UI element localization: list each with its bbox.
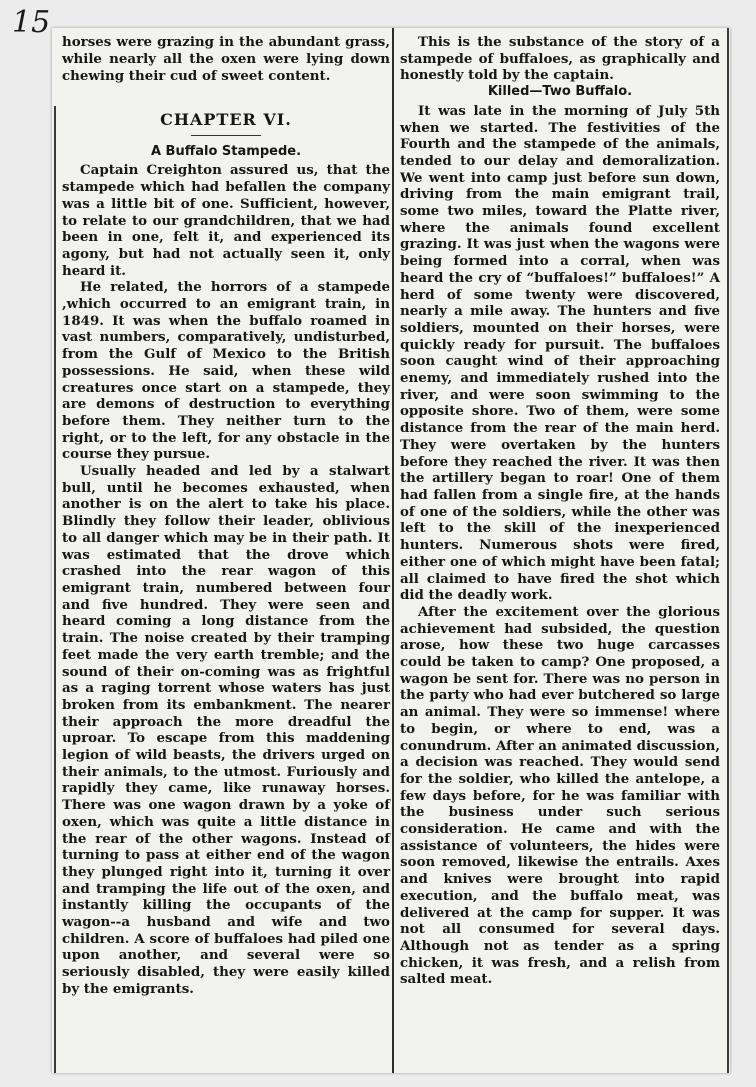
left-column-rule <box>54 106 56 1073</box>
top-fragment-text: horses were grazing in the abundant grass, while nearly all the oxen were lying down chewing their cud of sweet content. <box>62 34 390 84</box>
paragraph: After the excitement over the glorious achievement had subsided, the question arose, how these two huge carcasses could be taken to camp? One proposed, a wagon be sent for. There was no person in the party who had ever butchered so large an animal. They were so immense! where to begin, or where to end, was a conundrum. After an animated discussion, a decision was reached. They would send for the soldier, who killed the antelope, a few days before, for he was familiar with the business under such serious consideration. He came and with the assistance of volunteers, the hides were soon removed, likewise the entrails. Axes and knives were brought into rapid execution, and the buffalo meat, was delivered at the camp for supper. It was not all consumed for several days. Although not as tender as a spring chicken, it was fresh, and a relish from salted meat. <box>400 603 720 988</box>
right-column <box>400 34 720 988</box>
section-title: Killed—Two Buffalo. <box>487 84 633 100</box>
chapter-title: A Buffalo Stampede. <box>150 143 302 159</box>
intro-paragraph: This is the substance of the story of a stampede of buffaloes, as graphically and honestly told by the captain. <box>400 34 720 84</box>
chapter-rule <box>191 135 261 136</box>
paragraph: It was late in the morning of July 5th when we started. The festivities of the Fourth and the stampede of the animals, tended to our delay and demoralization. We went into camp just before sun down, driving from the main emigrant trail, some two miles, toward the Platte river, where the animals found excellent grazing. It was just when the wagons were being formed into a corral, when was heard the cry of “buffaloes!” buffaloes!” A herd of some twenty were discovered, nearly a mile away. The hunters and five soldiers, mounted on their horses, were quickly ready for pursuit. The buffaloes soon caught wind of their approaching enemy, and immediately rushed into the river, and were soon swimming to the opposite shore. Two of them, were some distance from the rear of the main herd. They were overtaken by the hunters before they reached the river. It was then the artillery began to roar! One of them had fallen from a single fire, at the hands of one of the soldiers, while the other was left to the skill of the inexperienced hunters. Numerous shots were fired, either one of which might have been fatal; all claimed to have fired the shot which did the deadly work. <box>400 102 720 604</box>
paragraph: Captain Creighton assured us, that the stampede which had befallen the company was a little bit of one. Sufficient, however, to relate to our grandchildren, that we had been in one, felt it, and experienced its agony, but had not actually seen it, only heard it. <box>62 162 390 279</box>
right-column-rule <box>727 28 729 1073</box>
column-divider <box>392 28 394 1073</box>
page-number: 15 <box>12 5 51 40</box>
left-column-top-fragment <box>62 34 390 84</box>
left-column <box>62 108 390 998</box>
paragraph: Usually headed and led by a stalwart bull, until he becomes exhausted, when another is on the alert to take his place. Blindly they follow their leader, oblivious to all danger which may be in their path. It was estimated that the drove which crashed into the rear wagon of this emigrant train, numbered between four and five hundred. They were seen and heard coming a long distance from the train. The noise created by their tramping feet made the very earth tremble; and the sound of their on-coming was as frightful as a raging torrent whose waters has just broken from its embankment. The nearer their approach the more dreadful the uproar. To escape from this maddening legion of wild beasts, the drivers urged on their animals, to the utmost. Furiously and rapidly they came, like runaway horses. There was one wagon drawn by a yoke of oxen, which was quite a little distance in the rear of the other wagons. Instead of turning to pass at either end of the wagon they plunged right into it, turning it over and tramping the life out of the oxen, and instantly killing the occupants of the wagon--a husband and wife and two children. A score of buffaloes had piled one upon another, and several were so seriously disabled, they were easily killed by the emigrants. <box>62 463 390 997</box>
paragraph: He related, the horrors of a stampede ,which occurred to an emigrant train, in 1849. It was when the buffalo roamed in vast numbers, comparatively, undisturbed, from the Gulf of Mexico to the British possessions. He said, when these wild creatures once start on a stampede, they are demons of destruction to everything before them. They neither turn to the right, or to the left, for any obstacle in the course they pursue. <box>62 279 390 463</box>
newspaper-clipping <box>52 28 730 1073</box>
chapter-heading: CHAPTER VI. <box>160 110 292 129</box>
